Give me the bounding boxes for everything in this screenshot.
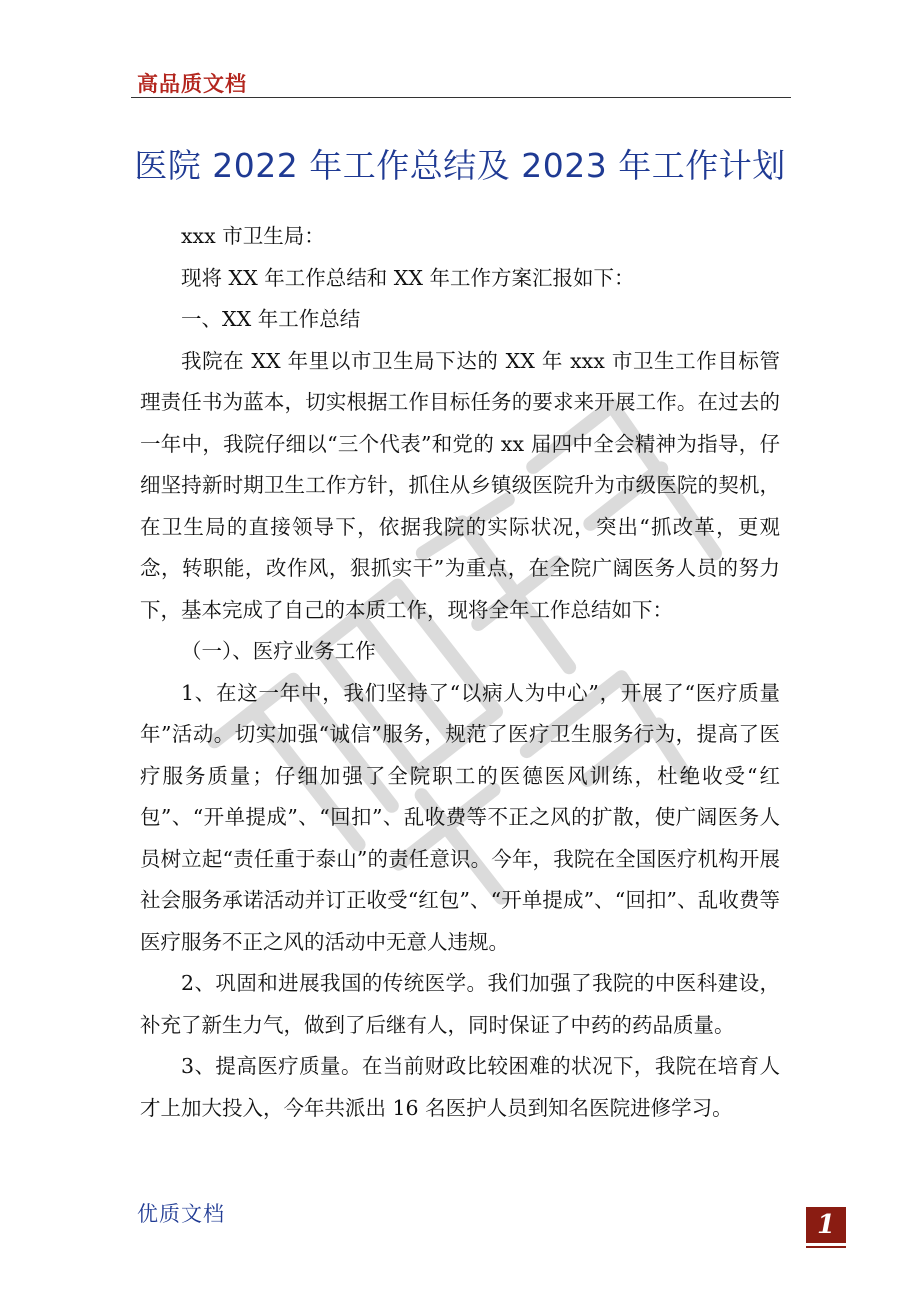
header-label: 高品质文档 — [137, 72, 247, 96]
section-heading: 一、XX 年工作总结 — [181, 307, 361, 331]
paragraph-intro: 现将 XX 年工作总结和 XX 年工作方案汇报如下： — [181, 265, 635, 290]
paragraph-salutation: xxx 市卫生局： — [181, 224, 325, 248]
paragraph-summary: 我院在 XX 年里以市卫生局下达的 XX 年 xxx 市卫生工作目标管理责任书为蓝本，切实根据工作目标任务的要求来开展工作。在过去的一年中，我院仔细以“三个代表”和党的 xx 届四中全会精神为指导，仔细坚持新时期卫生工作方针，抓住从乡镇级医院升为市级医院的契机，在卫生局的直接领导下，依据我院的实际状况，突出“抓改革，更观念，转职能，改作风，狠抓实干”为重点，在全院广阔医务人员的努力下，基本完成了自己的本质工作，现将全年工作总结如下： — [140, 348, 780, 622]
paragraph-item-3: 3、提高医疗质量。在当前财政比较困难的状况下，我院在培育人才上加大投入，今年共派出 16 名医护人员到知名医院进修学习。 — [140, 1054, 780, 1120]
page-number-badge: 1 — [806, 1207, 846, 1243]
document-title: 医院 2022 年工作总结及 2023 年工作计划 — [134, 146, 786, 185]
page-badge-underline — [806, 1246, 846, 1248]
paragraph-item-2: 2、巩固和进展我国的传统医学。我们加强了我院的中医科建设，补充了新生力气，做到了后继有人，同时保证了中药的药品质量。 — [140, 971, 780, 1037]
document-body — [140, 216, 780, 1129]
subsection-heading: （一）、医疗业务工作 — [181, 639, 376, 663]
paragraph-item-1: 1、在这一年中，我们坚持了“以病人为中心”，开展了“医疗质量年”活动。切实加强“诚信”服务，规范了医疗卫生服务行为，提高了医疗服务质量；仔细加强了全院职工的医德医风训练，杜绝收受“红包”、“开单提成”、“回扣”、乱收费等不正之风的扩散，使广阔医务人员树立起“责任重于泰山”的责任意识。今年，我院在全国医疗机构开展社会服务承诺活动并订正收受“红包”、“开单提成”、“回扣”、乱收费等医疗服务不正之风的活动中无意人违规。 — [140, 680, 780, 954]
header-divider — [131, 97, 791, 98]
footer-label: 优质文档 — [137, 1202, 225, 1226]
